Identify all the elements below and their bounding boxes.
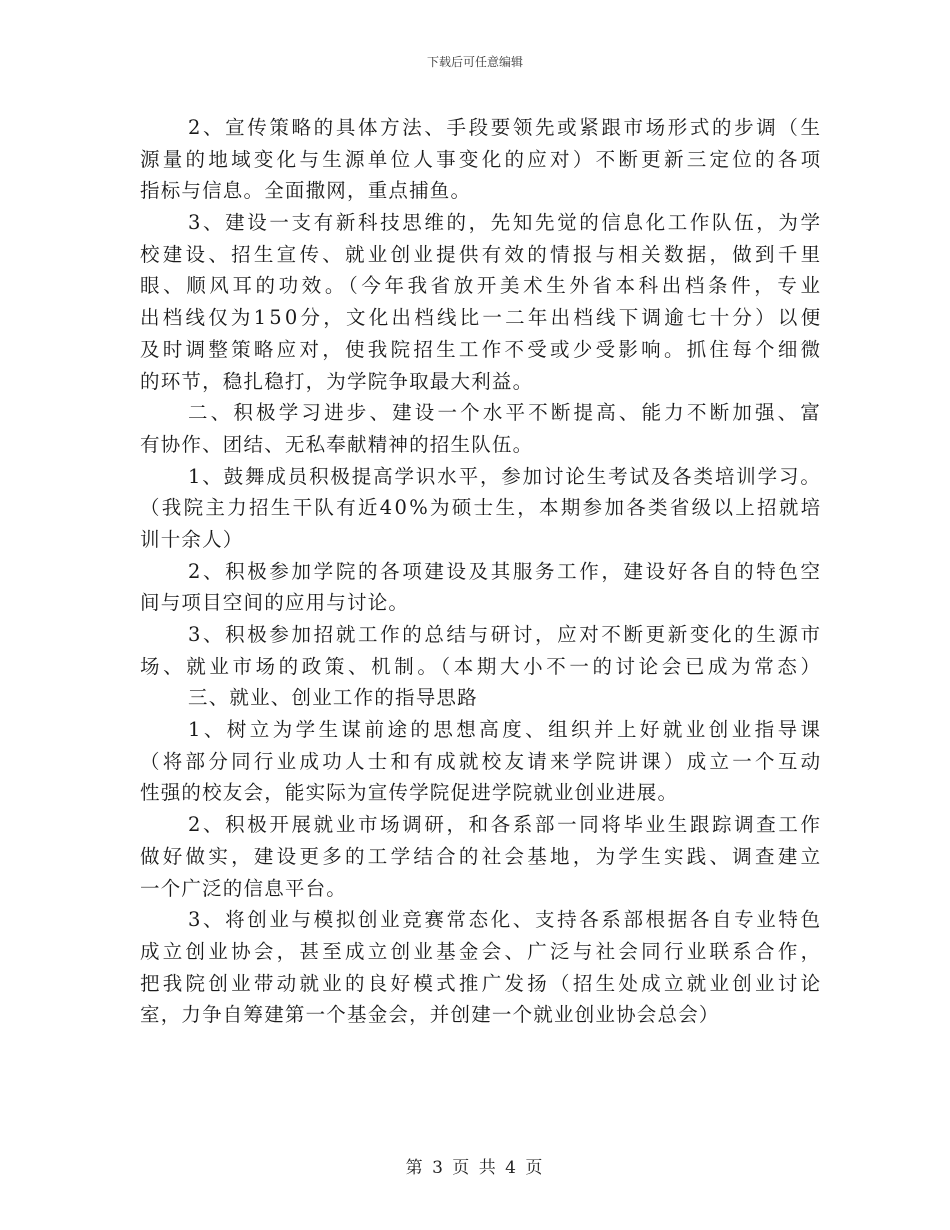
text-line: 校建设、招生宣传、就业创业提供有效的情报与相关数据，做到千里	[140, 242, 824, 266]
text-line: 三、就业、创业工作的指导思路	[188, 686, 478, 710]
text-line: 3、建设一支有新科技思维的，先知先觉的信息化工作队伍，为学	[188, 211, 823, 235]
text-line: 源量的地域变化与生源单位人事变化的应对）不断更新三定位的各项	[140, 147, 824, 171]
text-line: 场、就业市场的政策、机制。（本期大小不一的讨论会已成为常态）	[140, 654, 824, 678]
text-line: 1、树立为学生谋前途的思想高度、组织并上好就业创业指导课	[188, 718, 824, 742]
text-line: 2、宣传策略的具体方法、手段要领先或紧跟市场形式的步调（生	[188, 116, 823, 139]
text-line: 室，力争自筹建第一个基金会，并创建一个就业创业协会总会）	[140, 1003, 720, 1027]
text-line: 眼、顺风耳的功效。（今年我省放开美术生外省本科出档条件，专业	[140, 274, 824, 298]
text-line: 性强的校友会，能实际为宣传学院促进学院就业创业进展。	[140, 781, 679, 805]
text-line: 训十余人）	[140, 527, 244, 551]
page-header: 下载后可任意编辑	[426, 55, 523, 69]
text-line: 2、积极参加学院的各项建设及其服务工作，建设好各自的特色空	[188, 559, 823, 583]
text-line: 间与项目空间的应用与讨论。	[140, 591, 410, 615]
text-line: 指标与信息。全面撒网，重点捕鱼。	[140, 179, 472, 203]
text-line: 成立创业协会，甚至成立创业基金会、广泛与社会同行业联系合作，	[140, 939, 824, 963]
text-line: 3、将创业与模拟创业竞赛常态化、支持各系部根据各自专业特色	[188, 908, 823, 932]
text-line: 有协作、团结、无私奉献精神的招生队伍。	[140, 432, 534, 456]
text-line: 的环节，稳扎稳打，为学院争取最大利益。	[140, 369, 534, 393]
text-line: 一个广泛的信息平台。	[140, 876, 348, 900]
text-line: 二、积极学习进步、建设一个水平不断提高、能力不断加强、富	[188, 401, 824, 425]
document-body	[140, 112, 824, 1031]
text-line: 把我院创业带动就业的良好模式推广发扬（招生处成立就业创业讨论	[140, 971, 824, 995]
page-footer: 第 3 页 共 4 页	[405, 1158, 545, 1178]
text-line: （将部分同行业成功人士和有成就校友请来学院讲课）成立一个互动	[140, 749, 824, 773]
text-line: 做好做实，建设更多的工学结合的社会基地，为学生实践、调查建立	[140, 844, 824, 868]
text-line: 2、积极开展就业市场调研，和各系部一同将毕业生跟踪调查工作	[188, 813, 823, 837]
text-line: 出档线仅为150分，文化出档线比一二年出档线下调逾七十分）以便	[140, 306, 824, 330]
text-line: 及时调整策略应对，使我院招生工作不受或少受影响。抓住每个细微	[140, 337, 824, 361]
text-line: 3、积极参加招就工作的总结与研讨，应对不断更新变化的生源市	[188, 623, 823, 646]
text-line: 1、鼓舞成员积极提高学识水平，参加讨论生考试及各类培训学习。	[188, 464, 822, 488]
text-line: （我院主力招生干队有近40%为硕士生，本期参加各类省级以上招就培	[140, 496, 823, 520]
